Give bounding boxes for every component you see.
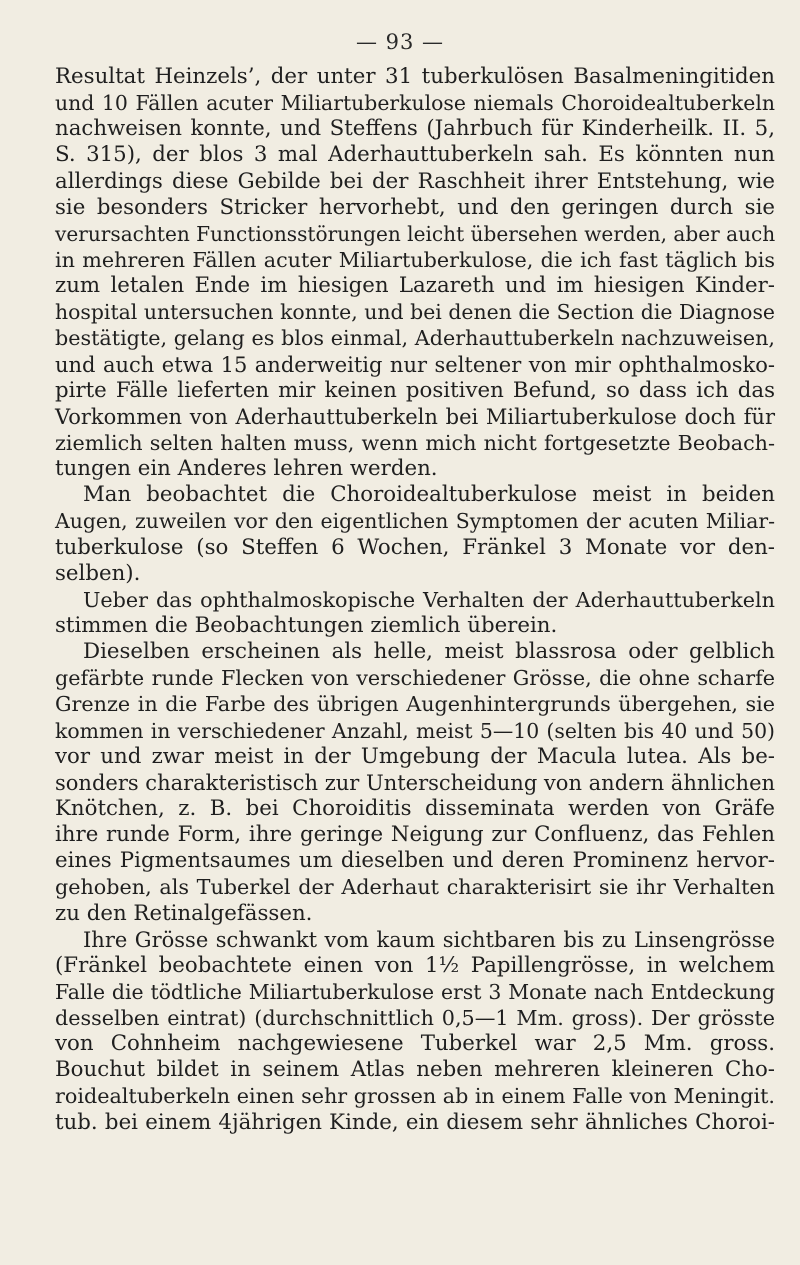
text-line: S. 315), der blos 3 mal Aderhauttuberkeln sah. Es könnten nun bbox=[55, 142, 775, 168]
page-number-header: — 93 — bbox=[355, 30, 445, 54]
text-line: Knötchen, z. B. bei Choroiditis disseminata werden von Gräfe bbox=[55, 795, 775, 821]
text-line: Resultat Heinzels’, der unter 31 tuberkulösen Basalmeningitiden bbox=[55, 64, 775, 89]
text-line: tub. bei einem 4jährigen Kinde, ein diesem sehr ähnliches Choroi- bbox=[55, 1109, 775, 1135]
text-line: und auch etwa 15 anderweitig nur seltener von mir ophthalmosko- bbox=[55, 352, 775, 377]
text-line: Man beobachtet die Choroidealtuberkulose meist in beiden bbox=[83, 482, 775, 508]
text-line: Dieselben erscheinen als helle, meist blassrosa oder gelblich bbox=[83, 639, 775, 665]
text-line: gefärbte runde Flecken von verschiedener Grösse, die ohne scharfe bbox=[55, 666, 775, 691]
body-text bbox=[55, 64, 775, 1136]
text-line: (Fränkel beobachtete einen von 1½ Papillengrösse, in welchem bbox=[55, 952, 775, 978]
text-line: sonders charakteristisch zur Unterscheidung von andern ähnlichen bbox=[55, 770, 776, 795]
text-line: zu den Retinalgefässen. bbox=[55, 900, 313, 926]
text-line: ihre runde Form, ihre geringe Neigung zur Confluenz, das Fehlen bbox=[55, 822, 775, 848]
text-line: eines Pigmentsaumes um dieselben und deren Prominenz hervor- bbox=[55, 848, 775, 874]
text-line: bestätigte, gelang es blos einmal, Aderhauttuberkeln nachzuweisen, bbox=[55, 326, 775, 351]
text-line: sie besonders Stricker hervorhebt, und den geringen durch sie bbox=[55, 194, 775, 220]
text-line: Grenze in die Farbe des übrigen Augenhintergrunds übergehen, sie bbox=[55, 692, 775, 717]
text-line: in mehreren Fällen acuter Miliartuberkulose, die ich fast täglich bis bbox=[55, 247, 775, 272]
text-line: Falle die tödtliche Miliartuberkulose erst 3 Monate nach Entdeckung bbox=[55, 979, 775, 1004]
text-line: von Cohnheim nachgewiesene Tuberkel war 2,5 Mm. gross. bbox=[55, 1031, 775, 1057]
text-line: Bouchut bildet in seinem Atlas neben mehreren kleineren Cho- bbox=[55, 1057, 775, 1083]
text-line: kommen in verschiedener Anzahl, meist 5—10 (selten bis 40 und 50) bbox=[55, 718, 775, 743]
text-line: allerdings diese Gebilde bei der Raschheit ihrer Entstehung, wie bbox=[55, 168, 775, 194]
text-line: desselben eintrat) (durchschnittlich 0,5—1 Mm. gross). Der grösste bbox=[55, 1006, 775, 1031]
text-line: Ihre Grösse schwankt vom kaum sichtbaren bis zu Linsengrösse bbox=[83, 927, 775, 952]
text-line: gehoben, als Tuberkel der Aderhaut charakterisirt sie ihr Verhalten bbox=[55, 875, 775, 900]
text-line: tungen ein Anderes lehren werden. bbox=[55, 456, 438, 482]
text-line: roidealtuberkeln einen sehr grossen ab in einem Falle von Meningit. bbox=[55, 1084, 775, 1109]
text-line: pirte Fälle lieferten mir keinen positiven Befund, so dass ich das bbox=[55, 377, 775, 403]
text-line: verursachten Functionsstörungen leicht übersehen werden, aber auch bbox=[55, 221, 776, 246]
text-line: zum letalen Ende im hiesigen Lazareth und im hiesigen Kinder- bbox=[55, 273, 775, 299]
text-line: stimmen die Beobachtungen ziemlich überein. bbox=[55, 612, 558, 638]
text-line: und 10 Fällen acuter Miliartuberkulose niemals Choroidealtuberkeln bbox=[55, 91, 775, 116]
text-line: hospital untersuchen konnte, und bei denen die Section die Diagnose bbox=[55, 300, 775, 325]
text-line: tuberkulose (so Steffen 6 Wochen, Fränkel 3 Monate vor den- bbox=[55, 534, 775, 560]
text-line: Ueber das ophthalmoskopische Verhalten der Aderhauttuberkeln bbox=[83, 587, 775, 612]
text-line: Vorkommen von Aderhauttuberkeln bei Miliartuberkulose doch für bbox=[55, 404, 775, 429]
text-line: nachweisen konnte, und Steffens (Jahrbuch für Kinderheilk. II. 5, bbox=[55, 116, 775, 142]
text-line: Augen, zuweilen vor den eigentlichen Symptomen der acuten Miliar- bbox=[55, 509, 775, 534]
text-line: vor und zwar meist in der Umgebung der Macula lutea. Als be- bbox=[55, 743, 775, 769]
text-line: selben). bbox=[55, 560, 141, 586]
text-line: ziemlich selten halten muss, wenn mich nicht fortgesetzte Beobach- bbox=[55, 430, 775, 455]
